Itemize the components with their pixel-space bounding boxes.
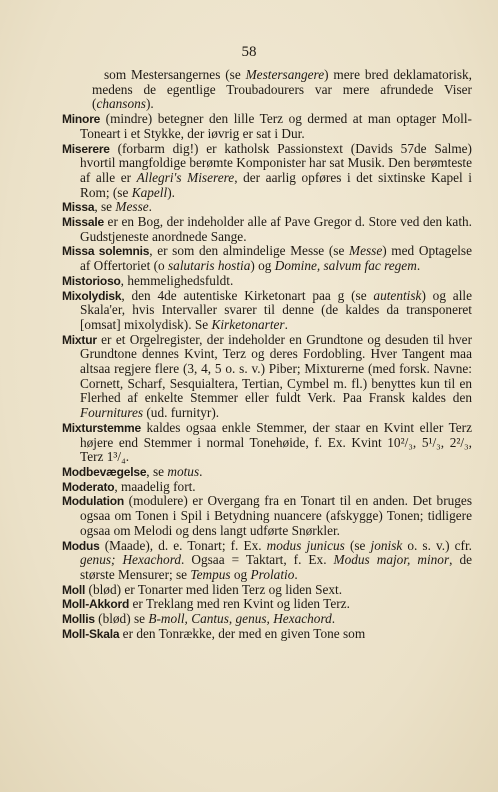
entry-text: (modulere) er Overgang fra en Tonart til en anden. Det bruges ogsaa om Tonen i Spil i Betydning nuancere (afskygge) Tonen; tidligere ogsaa om Melodi og dens langt udførte Snørkler. — [80, 493, 472, 538]
entry-term: Mixolydisk — [62, 288, 122, 303]
entry-term: Missa solemnis — [62, 244, 150, 259]
entry-term: Moll — [62, 582, 86, 597]
entry-text: , hemmelighedsfuldt. — [120, 272, 234, 288]
entry-term: Moll-Skala — [62, 626, 120, 641]
entry-italic-text: Allegri's Miserere — [136, 169, 235, 185]
dictionary-entry — [62, 465, 472, 480]
entry-text: (mindre) betegner den lille Terz og dermed at man optager Moll-Toneart i et Stykke, der iøvrig er sat i Dur. — [80, 111, 472, 141]
dictionary-entry — [62, 289, 472, 333]
entry-italic-text: salutaris hostia — [168, 258, 251, 274]
dictionary-entry — [62, 142, 472, 201]
entry-text: er en Bog, der indeholder alle af Pave Gregor d. Store ved den kath. Gudstjeneste anordnede Sange. — [80, 214, 472, 244]
entry-italic-text: Kirketonarter — [211, 316, 285, 332]
entry-italic-text: Mestersangere — [245, 67, 325, 82]
entry-text: ) og — [250, 258, 275, 274]
entry-term: Mixturstemme — [62, 420, 141, 435]
entry-text: . — [331, 611, 336, 627]
dictionary-entry — [62, 627, 472, 642]
entry-text: . — [416, 258, 421, 274]
entry-text: . — [294, 566, 298, 582]
entry-term: Missale — [62, 215, 104, 230]
entry-text: (blød) er Tonarter med liden Terz og liden Sext. — [85, 581, 343, 597]
entry-text: er Treklang med ren Kvint og liden Terz. — [129, 596, 350, 612]
dictionary-entry — [62, 112, 472, 141]
entry-text: . — [284, 316, 288, 332]
entry-text: (ud. furnityr). — [143, 405, 220, 421]
entry-italic-text: chansons — [96, 96, 146, 112]
entry-term: Mollis — [62, 612, 95, 627]
entry-text: er et Orgelregister, der indeholder en Grundtone og desuden til hver Grundtone dennes Kvint, Terz og deres Fordobling. Hver Tangent maa altsaa regjere flere (3, 4, 5 o. s. v.) Piber; Mixturerne (med forsk. Navne: Cornett, Scharf, Sesquialtera, Tertian, Cymbel m. fl.) benyttes kun til en Flerhed af enkelte Stemmer eller fuldt Verk. Paa Fransk kaldes den — [80, 331, 472, 406]
entry-term: Moll-Akkord — [62, 597, 130, 612]
entry-italic-text: Messe — [115, 199, 149, 215]
entry-text: ). — [167, 184, 175, 200]
entry-term: Modus — [62, 538, 100, 553]
entry-term: Mixtur — [62, 332, 97, 347]
entry-italic-text: B-moll, Cantus, genus, Hexachord — [148, 611, 332, 627]
entry-italic-text: Kapell — [131, 184, 168, 200]
entry-text: , de største Mensurer; se — [80, 552, 473, 582]
entry-italic-text: motus — [167, 463, 200, 479]
entry-text: og — [230, 566, 251, 582]
entry-text: ) og alle Skala'er, hvis Intervaller svarer til denne (de kaldes da transponeret [omsat] mixolydisk). Se — [80, 287, 472, 332]
dictionary-entry — [62, 274, 472, 289]
dictionary-entry — [62, 494, 472, 538]
entry-text: , se — [94, 199, 116, 215]
entry-text: . — [199, 463, 203, 479]
entry-text: . Ogsaa = Taktart, f. Ex. — [181, 552, 334, 568]
entry-text: (blød) se — [94, 611, 149, 627]
entry-text: , den 4de autentiske Kirketonart paa g (se — [121, 287, 374, 303]
dictionary-entry — [62, 200, 472, 215]
page-number: 58 — [241, 44, 257, 60]
entry-term: Miserere — [62, 141, 110, 156]
entry-term: Missa — [62, 200, 95, 215]
dictionary-text — [62, 68, 472, 641]
dictionary-entry — [62, 421, 472, 465]
entry-italic-text: Tempus — [190, 566, 231, 582]
entry-text: som Mestersangernes (se — [104, 67, 246, 82]
entry-text: (Maade), d. e. Tonart; f. Ex. — [99, 537, 267, 553]
entry-text: , der aarlig opføres i det sixtinske Kapel i Rom; (se — [80, 169, 472, 200]
dictionary-entry — [62, 480, 472, 495]
entry-italic-text: jonisk — [370, 537, 403, 553]
entry-text: er den Tonrække, der med en given Tone som — [119, 625, 366, 641]
dictionary-entry — [62, 333, 472, 421]
entry-text: . — [148, 199, 152, 215]
entry-text: , se — [146, 463, 168, 479]
entry-text: o. s. v.) cfr. — [402, 537, 472, 553]
entry-term: Modbevægelse — [62, 464, 147, 479]
entry-text: , er som den almindelige Messe (se — [149, 243, 349, 259]
entry-italic-text: Domine, salvum fac regem — [274, 258, 417, 274]
dictionary-entry — [62, 597, 472, 612]
entry-text: ). — [145, 96, 154, 112]
entry-italic-text: Prolatio — [250, 566, 295, 582]
entry-text: ) med Optagelse af Offertoriet (o — [80, 243, 473, 274]
entry-term: Mistorioso — [62, 273, 121, 288]
entry-italic-text: Fournitures — [80, 405, 144, 421]
entry-italic-text: genus; Hexachord — [80, 552, 182, 568]
entry-italic-text: Messe — [349, 243, 383, 259]
entry-text: ) mere bred deklamatorisk, medens de egentlige Troubadourers var mere afrundede Viser ( — [92, 67, 472, 112]
entry-text: (forbarm dig!) er katholsk Passionstext (Davids 57de Salme) hvortil mangfoldige berømte Komponister har sat Musik. Den berømteste af alle er — [80, 140, 472, 185]
dictionary-entry — [62, 612, 472, 627]
dictionary-entry — [62, 215, 472, 244]
dictionary-entry — [62, 539, 472, 583]
entry-text: (se — [344, 537, 371, 553]
entry-text: kaldes ogsaa enkle Stemmer, der staar en Kvint eller Terz højere end Stemmer i normal Tonehøide, f. Ex. Kvint 10²/₃, 5¹/₃, 2²/₃, Terz 1³/₄. — [80, 419, 472, 465]
dictionary-entry — [62, 583, 472, 598]
entry-text: , maadelig fort. — [114, 478, 196, 494]
entry-term: Minore — [62, 112, 101, 127]
continued-entry — [62, 68, 472, 112]
entry-term: Moderato — [62, 479, 115, 494]
entry-italic-text: Modus major, minor — [333, 552, 450, 568]
entry-italic-text: modus junicus — [266, 537, 345, 553]
entry-italic-text: autentisk — [373, 287, 422, 303]
entry-term: Modulation — [62, 494, 124, 509]
dictionary-entry — [62, 244, 472, 273]
